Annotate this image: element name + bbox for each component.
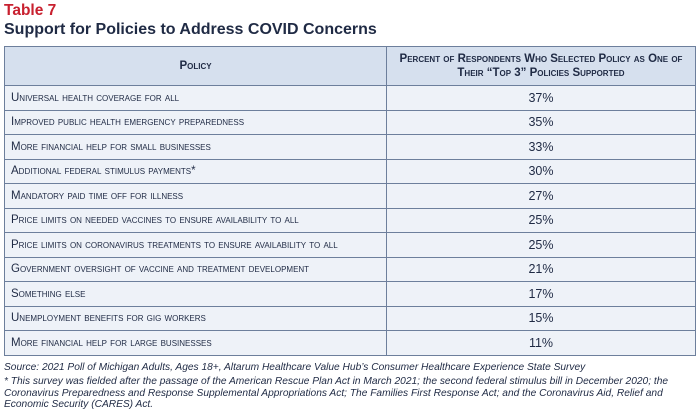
table-row	[5, 135, 696, 160]
policy-cell: Government oversight of vaccine and treatment development	[5, 257, 387, 282]
policy-cell: Additional federal stimulus payments*	[5, 159, 387, 184]
percent-cell: 25%	[387, 233, 696, 258]
table-row	[5, 208, 696, 233]
policy-cell: Something else	[5, 282, 387, 307]
percent-cell: 33%	[387, 135, 696, 160]
percent-cell: 15%	[387, 306, 696, 331]
percent-cell: 35%	[387, 110, 696, 135]
policy-support-table	[4, 46, 696, 356]
table-header-row	[5, 47, 696, 86]
percent-cell: 27%	[387, 184, 696, 209]
table-row	[5, 257, 696, 282]
policy-cell: More financial help for large businesses	[5, 331, 387, 356]
table-row	[5, 159, 696, 184]
table-row	[5, 110, 696, 135]
table-title: Support for Policies to Address COVID Concerns	[4, 21, 377, 38]
table-row	[5, 306, 696, 331]
policy-cell: Unemployment benefits for gig workers	[5, 306, 387, 331]
table-body	[5, 86, 696, 356]
percent-cell: 25%	[387, 208, 696, 233]
table-label: Table 7	[4, 2, 57, 19]
policy-cell: Price limits on coronavirus treatments to ensure availability to all	[5, 233, 387, 258]
percent-cell: 37%	[387, 86, 696, 111]
policy-cell: Price limits on needed vaccines to ensure availability to all	[5, 208, 387, 233]
percent-cell: 17%	[387, 282, 696, 307]
table-row	[5, 86, 696, 111]
table-row	[5, 282, 696, 307]
header-policy: Policy	[5, 47, 387, 86]
policy-cell: More financial help for small businesses	[5, 135, 387, 160]
policy-cell: Mandatory paid time off for illness	[5, 184, 387, 209]
table-row	[5, 184, 696, 209]
percent-cell: 30%	[387, 159, 696, 184]
policy-cell: Improved public health emergency preparedness	[5, 110, 387, 135]
footnote: * This survey was fielded after the passage of the American Rescue Plan Act in March 2021; the second federal stimulus bill in December 2020; the Coronavirus Preparedness and Response Supplemental Appropriations Act; The Families First Response Act; and the Coronavirus Aid, Relief and Economic Security (CARES) Act.	[4, 376, 669, 411]
table-row	[5, 331, 696, 356]
source-note: Source: 2021 Poll of Michigan Adults, Ages 18+, Altarum Healthcare Value Hub’s Consumer Healthcare Experience State Survey	[4, 362, 586, 373]
percent-cell: 21%	[387, 257, 696, 282]
header-percent: Percent of Respondents Who Selected Policy as One of Their “Top 3” Policies Supported	[387, 47, 696, 86]
percent-cell: 11%	[387, 331, 696, 356]
policy-cell: Universal health coverage for all	[5, 86, 387, 111]
table-row	[5, 233, 696, 258]
